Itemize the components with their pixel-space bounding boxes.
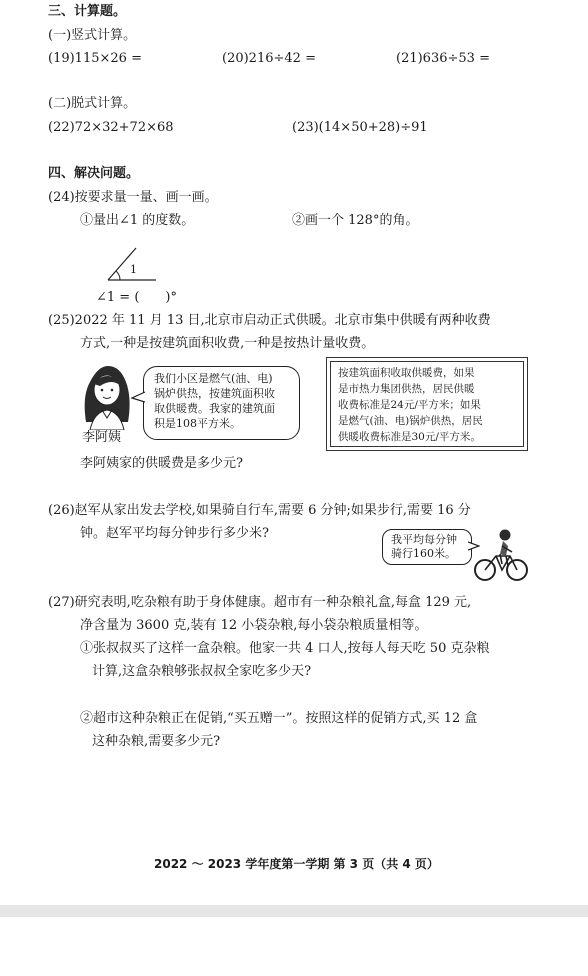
question-27-part2-line1: ②超市这种杂粮正在促销,“买五赠一”。按照这样的促销方式,买 12 盒: [80, 711, 478, 726]
heating-fee-info-box: [326, 357, 528, 451]
person-name-label: 李阿姨: [82, 430, 122, 445]
question-25-line2: 方式,一种是按建筑面积收费,一种是按热计量收费。: [80, 336, 375, 351]
question-27-part1-line1: ①张叔叔买了这样一盒杂粮。他家一共 4 口人,按每人每天吃 50 克杂粮: [80, 641, 490, 656]
angle-label: 1: [130, 263, 137, 276]
question-25-line1: (25)2022 年 11 月 13 日,北京市启动正式供暖。北京市集中供暖有两种收费: [48, 313, 491, 328]
question-27-line1: (27)研究表明,吃杂粮有助于身体健康。超市有一种杂粮礼盒,每盒 129 元,: [48, 595, 472, 610]
question-24-answer-line: ∠1 = ( )°: [96, 290, 177, 305]
question-24-part1: ①量出∠1 的度数。: [80, 213, 195, 228]
question-27-line2: 净含量为 3600 克,装有 12 小袋杂粮,每小袋杂粮质量相等。: [80, 618, 428, 633]
question-24-part2: ②画一个 128°的角。: [292, 213, 419, 228]
angle-figure: [100, 238, 180, 288]
question-24-stem: (24)按要求量一量、画一画。: [48, 190, 218, 205]
question-26-line1: (26)赵军从家出发去学校,如果骑自行车,需要 6 分钟;如果步行,需要 16 分: [48, 503, 471, 518]
question-20: (20)216÷42 =: [222, 51, 316, 66]
info-line-4: 是燃气(油、电)锅炉供热，居民: [338, 415, 483, 427]
info-line-3: 收费标准是24元/平方米；如果: [338, 399, 481, 411]
info-box-inner: [330, 361, 524, 447]
info-line-1: 按建筑面积收取供暖费，如果: [338, 367, 475, 379]
section3-heading: 三、计算题。: [48, 4, 127, 19]
question-26-line2: 钟。赵军平均每分钟步行多少米?: [80, 526, 269, 541]
cyclist-bubble-line-2: 骑行160米。: [391, 547, 456, 560]
question-25-ask: 李阿姨家的供暖费是多少元?: [80, 456, 243, 471]
info-line-2: 是市热力集团供热，居民供暖: [338, 383, 475, 395]
bubble-line-4: 积是108平方米。: [154, 417, 241, 430]
cyclist-speech-bubble: [382, 529, 472, 565]
bubble-line-1: 我们小区是燃气(油、电): [154, 372, 273, 385]
bubble-tail: [131, 390, 145, 404]
viewer-separator: [0, 905, 588, 917]
section3-sub2: (二)脱式计算。: [48, 96, 137, 111]
bubble-line-3: 取供暖费。我家的建筑面: [154, 402, 275, 415]
cyclist-bubble-line-1: 我平均每分钟: [391, 533, 457, 546]
info-line-5: 供暖收费标准是30元/平方米。: [338, 431, 481, 443]
section3-sub1: (一)竖式计算。: [48, 28, 137, 43]
woman-portrait-icon: [76, 360, 136, 430]
question-23: (23)(14×50+28)÷91: [292, 120, 428, 135]
section4-heading: 四、解决问题。: [48, 166, 140, 181]
question-21: (21)636÷53 =: [396, 51, 490, 66]
page-footer: 2022 ～ 2023 学年度第一学期 第 3 页（共 4 页）: [154, 857, 439, 871]
viewer-blank-area: [0, 917, 588, 976]
cyclist-icon: [472, 526, 530, 584]
speech-bubble: [143, 366, 300, 440]
question-19: (19)115×26 =: [48, 51, 142, 66]
question-27-part2-line2: 这种杂粮,需要多少元?: [92, 734, 221, 749]
question-22: (22)72×32+72×68: [48, 120, 174, 135]
bubble-line-2: 锅炉供热，按建筑面积收: [154, 387, 275, 400]
question-27-part1-line2: 计算,这盒杂粮够张叔叔全家吃多少天?: [92, 664, 312, 679]
